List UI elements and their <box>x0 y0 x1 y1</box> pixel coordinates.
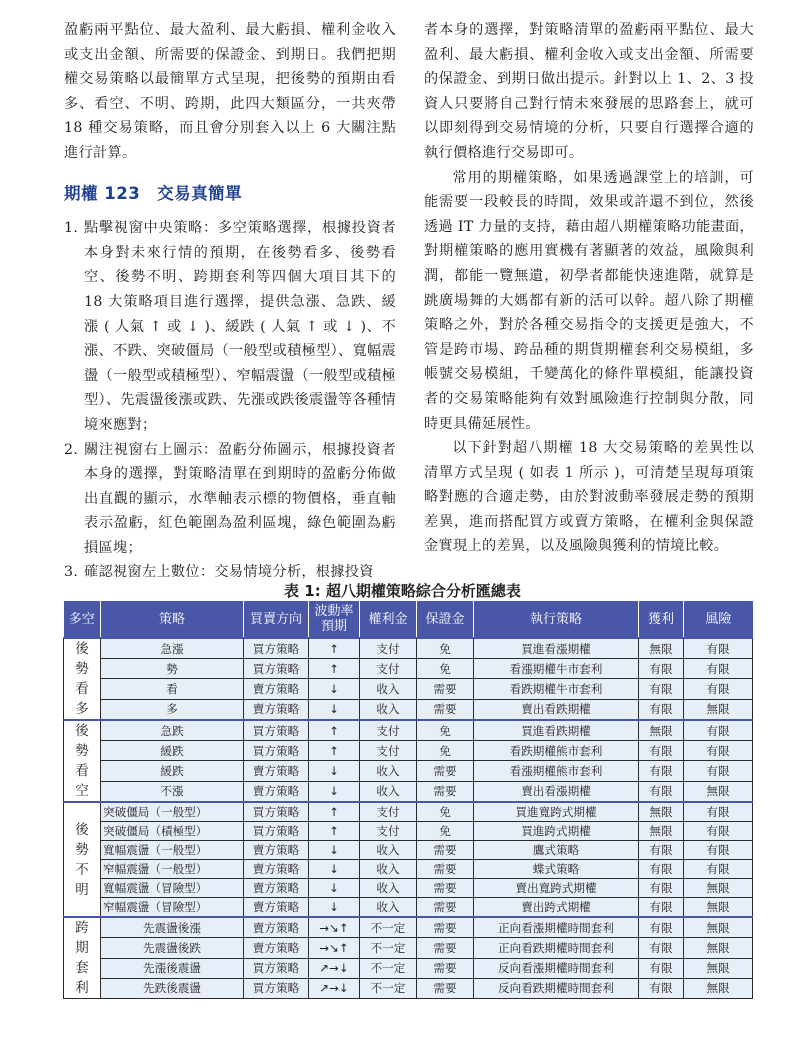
table-cell: ↑ <box>309 720 360 741</box>
table-cell: ↑ <box>309 741 360 761</box>
table-caption: 表 1: 超八期權策略綜合分析匯總表 <box>284 582 521 600</box>
table-cell: 無限 <box>684 917 753 938</box>
table-cell: 反向看跌期權時間套利 <box>474 978 639 998</box>
table-row <box>64 699 753 720</box>
table-cell: ↓ <box>309 699 360 720</box>
header-cell: 權利金 <box>360 601 417 638</box>
table-cell: 賣方策略 <box>244 761 309 781</box>
table-cell: 有限 <box>639 659 684 679</box>
table-cell: 寬幅震盪（冒險型） <box>101 879 244 898</box>
list-text: 關注視窗右上圖示：盈虧分佈圖示，根據投資者本身的選擇，對策略清單在到期時的盈虧分佈做出直觀的顯示，水準軸表示標的物價格，垂直軸表示盈虧，紅色範圍為盈利區塊，綠色範圍為虧損區塊； <box>84 441 396 556</box>
table-cell: 有限 <box>639 938 684 958</box>
strategy-table <box>63 601 753 999</box>
header-cell: 波動率預期 <box>309 601 360 638</box>
table-cell: 需要 <box>417 781 474 802</box>
table-cell: 無限 <box>684 958 753 978</box>
table-cell: 有限 <box>684 720 753 741</box>
table-cell: ↑ <box>309 802 360 822</box>
table-cell: 有限 <box>684 802 753 822</box>
table-cell: ↓ <box>309 781 360 802</box>
table-cell: 需要 <box>417 761 474 781</box>
table-cell: 看漲期權熊市套利 <box>474 761 639 781</box>
table-cell: 有限 <box>684 761 753 781</box>
table-row <box>64 781 753 802</box>
body-paragraph: 常用的期權策略，如果透過課堂上的培訓，可能需要一段較長的時間，效果或許還不到位，然後透過 IT 力量的支持，藉由超八期權策略功能畫面，對期權策略的應用實機有著顯著的效益，風險與利潤，都能一覽無遺，初學者都能快速進階，就算是跳廣場舞的大媽都有新的活可以幹。超八除了期權策略之外，對於各種交易指令的支援更是強大，不管是跨市場、跨品種的期貨期權套利交易模組，多帳號交易模組，千變萬化的條件單模組，能讓投資者的交易策略能夠有效對風險進行控制與分散，同時更具備延展性。 <box>424 169 754 432</box>
table-cell: 賣方策略 <box>244 781 309 802</box>
header-cell: 多空 <box>64 601 101 638</box>
table-cell: 免 <box>417 638 474 659</box>
table-cell: 需要 <box>417 898 474 918</box>
table-cell: ↓ <box>309 679 360 699</box>
table-cell: 有限 <box>639 761 684 781</box>
group-label: 後 勢 看 多 <box>64 638 101 720</box>
list-text: 確認視窗左上數位：交易情境分析，根據投資 <box>84 564 374 581</box>
table-row <box>64 958 753 978</box>
group-label: 後 勢 不 明 <box>64 802 101 917</box>
table-cell: 看 <box>101 679 244 699</box>
table-cell: 有限 <box>684 741 753 761</box>
table-cell: 免 <box>417 822 474 841</box>
table-cell: 勢 <box>101 659 244 679</box>
table-cell: 鷹式策略 <box>474 841 639 860</box>
table-cell: 需要 <box>417 917 474 938</box>
table-cell: 有限 <box>639 898 684 918</box>
table-cell: 收入 <box>360 761 417 781</box>
table-cell: 收入 <box>360 699 417 720</box>
table-cell: 寬幅震盪（一般型） <box>101 841 244 860</box>
section-title: 期權 123 交易真簡單 <box>64 183 243 203</box>
table-cell: 先漲後震盪 <box>101 958 244 978</box>
table-cell: 買進跨式期權 <box>474 822 639 841</box>
table-cell: 蝶式策略 <box>474 860 639 879</box>
table-cell: 有限 <box>639 879 684 898</box>
table-cell: 急跌 <box>101 720 244 741</box>
table-cell: 買方策略 <box>244 659 309 679</box>
list-number: 2. <box>64 441 79 458</box>
table-row <box>64 938 753 958</box>
table-row <box>64 761 753 781</box>
table-cell: 緩跌 <box>101 741 244 761</box>
table-cell: 賣方策略 <box>244 841 309 860</box>
table-cell: ↑ <box>309 638 360 659</box>
group-label: 跨 期 套 利 <box>64 917 101 999</box>
table-cell: 不一定 <box>360 917 417 938</box>
table-cell: 有限 <box>684 860 753 879</box>
table-cell: 買方策略 <box>244 822 309 841</box>
table-cell: 有限 <box>684 679 753 699</box>
table-cell: 賣方策略 <box>244 860 309 879</box>
table-cell: ↓ <box>309 841 360 860</box>
intro-paragraph: 盈虧兩平點位、最大盈利、最大虧損、權利金收入或支出金額、所需要的保證金、到期日。我們把期權交易策略以最簡單方式呈現，把後勢的預期由看多、看空、不明、跨期，此四大類區分，一共夾帶 18 種交易策略，而且會分別套入以上 6 大關注點進行計算。 <box>64 22 396 161</box>
table-cell: 免 <box>417 741 474 761</box>
header-cell: 策略 <box>101 601 244 638</box>
list-text: 點擊視窗中央策略：多空策略選擇，根據投資者本身對未來行情的預期，在後勢看多、後勢看空、後勢不明、跨期套利等四個大項目其下的 18 大策略項目進行選擇，提供急漲、急跌、緩漲 ( 人氣 ↑ 或 ↓ )、緩跌 ( 人氣 ↑ 或 ↓ )、不漲、不跌、突破僵局（一般型或積極型）、寬幅震盪（一般型或積極型）、窄幅震盪（一般型或積極型）、先震盪後漲或跌、先漲或跌後震盪等各種情境來應對； <box>84 220 396 433</box>
table-cell: 賣方策略 <box>244 938 309 958</box>
table-cell: 不一定 <box>360 938 417 958</box>
table-cell: 買進看跌期權 <box>474 720 639 741</box>
table-cell: 賣方策略 <box>244 679 309 699</box>
table-row <box>64 841 753 860</box>
table-cell: 無限 <box>684 781 753 802</box>
table-cell: ↓ <box>309 898 360 918</box>
table-cell: 賣方策略 <box>244 898 309 918</box>
table-cell: 需要 <box>417 679 474 699</box>
table-row <box>64 917 753 938</box>
table-cell: 不一定 <box>360 978 417 998</box>
table-cell: 有限 <box>639 741 684 761</box>
table-cell: 先震盪後跌 <box>101 938 244 958</box>
table-cell: 賣方策略 <box>244 699 309 720</box>
table-cell: 緩跌 <box>101 761 244 781</box>
table-cell: 賣方策略 <box>244 879 309 898</box>
table-cell: 有限 <box>639 679 684 699</box>
table-cell: 無限 <box>684 699 753 720</box>
table-cell: 賣出看漲期權 <box>474 781 639 802</box>
table-group <box>64 802 753 917</box>
table-cell: 看漲期權牛市套利 <box>474 659 639 679</box>
table-cell: 收入 <box>360 781 417 802</box>
table-cell: 需要 <box>417 699 474 720</box>
header-cell: 執行策略 <box>474 601 639 638</box>
table-cell: 有限 <box>639 917 684 938</box>
numbered-list <box>64 216 396 585</box>
header-cell: 保證金 <box>417 601 474 638</box>
table-cell: 免 <box>417 659 474 679</box>
table-row <box>64 720 753 741</box>
table-cell: 急漲 <box>101 638 244 659</box>
table-cell: 正向看跌期權時間套利 <box>474 938 639 958</box>
table-cell: 無限 <box>639 638 684 659</box>
table-cell: 賣出跨式期權 <box>474 898 639 918</box>
table-cell: 買進看漲期權 <box>474 638 639 659</box>
table-cell: 無限 <box>684 898 753 918</box>
right-column <box>424 18 754 559</box>
table-row <box>64 879 753 898</box>
table-cell: 支付 <box>360 659 417 679</box>
list-item <box>64 216 396 437</box>
table-cell: →↘↑ <box>309 938 360 958</box>
table-cell: 有限 <box>684 822 753 841</box>
table-cell: 看跌期權牛市套利 <box>474 679 639 699</box>
table-cell: 買方策略 <box>244 720 309 741</box>
table-row <box>64 659 753 679</box>
table-cell: 買方策略 <box>244 958 309 978</box>
table-cell: 有限 <box>639 699 684 720</box>
table-cell: 有限 <box>639 860 684 879</box>
table-row <box>64 860 753 879</box>
table-cell: 有限 <box>639 781 684 802</box>
table-cell: 賣方策略 <box>244 917 309 938</box>
list-item <box>64 438 396 561</box>
table-cell: 有限 <box>684 659 753 679</box>
table-cell: 買方策略 <box>244 741 309 761</box>
table-cell: ↓ <box>309 761 360 781</box>
table-cell: 無限 <box>684 978 753 998</box>
table-cell: 支付 <box>360 802 417 822</box>
header-cell: 獲利 <box>639 601 684 638</box>
table-cell: 收入 <box>360 860 417 879</box>
table-cell: 無限 <box>639 802 684 822</box>
table-cell: 賣出寬跨式期權 <box>474 879 639 898</box>
table-cell: 先震盪後漲 <box>101 917 244 938</box>
table-cell: 有限 <box>684 638 753 659</box>
table-cell: 買進寬跨式期權 <box>474 802 639 822</box>
body-paragraph: 以下針對超八期權 18 大交易策略的差異性以清單方式呈現 ( 如表 1 所示 )，可清楚呈現每項策略對應的合適走勢，由於對波動率發展走勢的預期差異，進而搭配買方或賣方策略，在權利金與保證金實現上的差異，以及風險與獲利的情境比較。 <box>424 440 754 555</box>
table-cell: 支付 <box>360 741 417 761</box>
table-group <box>64 638 753 720</box>
table-row <box>64 638 753 659</box>
table-cell: 無限 <box>639 720 684 741</box>
table-cell: →↘↑ <box>309 917 360 938</box>
table-cell: 賣出看跌期權 <box>474 699 639 720</box>
table-cell: 無限 <box>639 822 684 841</box>
table-cell: 反向看漲期權時間套利 <box>474 958 639 978</box>
table-cell: ↓ <box>309 860 360 879</box>
table-cell: 有限 <box>639 958 684 978</box>
table-cell: 買方策略 <box>244 978 309 998</box>
table-cell: 無限 <box>684 938 753 958</box>
table-cell: ↓ <box>309 879 360 898</box>
table-cell: 窄幅震盪（一般型） <box>101 860 244 879</box>
table-cell: 突破僵局（一般型） <box>101 802 244 822</box>
table-cell: 不一定 <box>360 958 417 978</box>
table-cell: 有限 <box>639 841 684 860</box>
table-cell: 不漲 <box>101 781 244 802</box>
table-cell: 免 <box>417 720 474 741</box>
table-cell: 正向看漲期權時間套利 <box>474 917 639 938</box>
table-cell: 有限 <box>684 841 753 860</box>
group-label: 後 勢 看 空 <box>64 720 101 802</box>
table-cell: 收入 <box>360 879 417 898</box>
header-cell: 風險 <box>684 601 753 638</box>
table-cell: 需要 <box>417 879 474 898</box>
table-row <box>64 822 753 841</box>
table-row <box>64 802 753 822</box>
table-group <box>64 917 753 999</box>
table-cell: 多 <box>101 699 244 720</box>
table-cell: ↑ <box>309 659 360 679</box>
table-cell: 支付 <box>360 822 417 841</box>
table-cell: 需要 <box>417 978 474 998</box>
table-cell: ↑ <box>309 822 360 841</box>
table-cell: 收入 <box>360 841 417 860</box>
table-row <box>64 898 753 918</box>
table-row <box>64 741 753 761</box>
list-number: 1. <box>64 220 79 237</box>
table-cell: 免 <box>417 802 474 822</box>
table-cell: 需要 <box>417 938 474 958</box>
table-cell: 支付 <box>360 720 417 741</box>
table-cell: 收入 <box>360 898 417 918</box>
table-row <box>64 679 753 699</box>
table-cell: 看跌期權熊市套利 <box>474 741 639 761</box>
table-cell: 買方策略 <box>244 802 309 822</box>
table-cell: 買方策略 <box>244 638 309 659</box>
table-cell: 支付 <box>360 638 417 659</box>
header-cell: 買賣方向 <box>244 601 309 638</box>
table-cell: 無限 <box>684 879 753 898</box>
table-group <box>64 720 753 802</box>
left-column <box>64 18 396 585</box>
table-cell: ↗→↓ <box>309 978 360 998</box>
table-header-row <box>64 601 753 638</box>
table-cell: 需要 <box>417 860 474 879</box>
continued-paragraph: 者本身的選擇，對策略清單的盈虧兩平點位、最大盈利、最大虧損、權利金收入或支出金額、所需要的保證金、到期日做出提示。針對以上 1、2、3 投資人只要將自己對行情未來發展的思路套上，就可以即刻得到交易情境的分析，只要自行選擇合適的執行價格進行交易即可。 <box>424 22 754 161</box>
table-cell: 先跌後震盪 <box>101 978 244 998</box>
table-row <box>64 978 753 998</box>
table-cell: 需要 <box>417 841 474 860</box>
table-cell: 突破僵局（積極型） <box>101 822 244 841</box>
table-cell: 有限 <box>639 978 684 998</box>
list-number: 3. <box>64 564 79 581</box>
table-cell: 窄幅震盪（冒險型） <box>101 898 244 918</box>
table-cell: ↗→↓ <box>309 958 360 978</box>
table-cell: 收入 <box>360 679 417 699</box>
table-cell: 需要 <box>417 958 474 978</box>
